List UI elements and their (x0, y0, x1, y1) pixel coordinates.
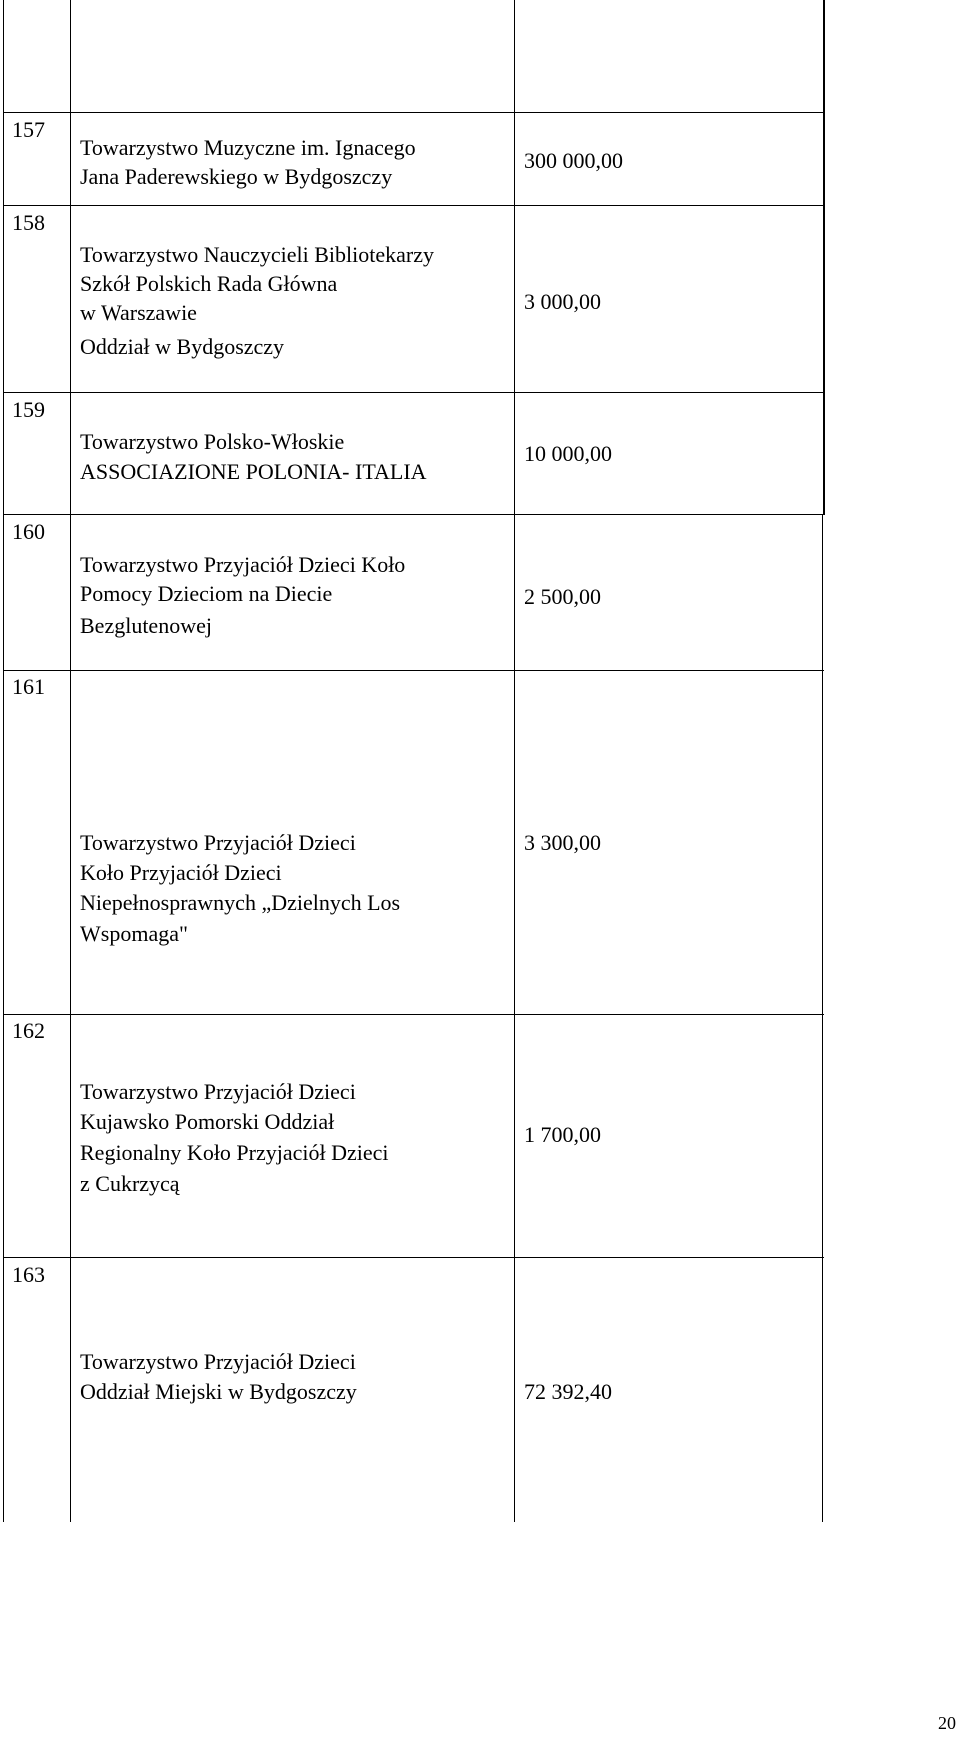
row-number: 162 (12, 1018, 45, 1043)
table-column-divider-1 (70, 0, 71, 1522)
organization-name-line: Regionalny Koło Przyjaciół Dzieci (80, 1140, 389, 1165)
row-divider-161 (3, 670, 824, 671)
organization-name-line: Szkół Polskich Rada Główna (80, 271, 338, 296)
row-divider-160 (3, 514, 824, 515)
organization-name-line: Towarzystwo Nauczycieli Bibliotekarzy (80, 242, 434, 267)
amount-value: 10 000,00 (524, 441, 612, 466)
table-border-right-lower (822, 515, 823, 1522)
row-divider-163 (3, 1257, 824, 1258)
row-number: 157 (12, 117, 45, 142)
organization-name-line: Towarzystwo Przyjaciół Dzieci (80, 1079, 356, 1104)
amount-value: 72 392,40 (524, 1379, 612, 1404)
table-column-divider-2 (514, 0, 515, 1522)
page-number: 20 (938, 1713, 956, 1733)
amount-value: 2 500,00 (524, 584, 601, 609)
organization-name-line: Pomocy Dzieciom na Diecie (80, 581, 333, 606)
row-number: 161 (12, 674, 45, 699)
organization-name-line: Kujawsko Pomorski Oddział (80, 1109, 335, 1134)
row-number: 160 (12, 519, 45, 544)
organization-name-line: Jana Paderewskiego w Bydgoszczy (80, 164, 393, 189)
amount-value: 1 700,00 (524, 1122, 601, 1147)
organization-name-line: Bezglutenowej (80, 613, 212, 638)
organization-name-line: Towarzystwo Polsko-Włoskie (80, 429, 345, 454)
organization-name-line: Oddział Miejski w Bydgoszczy (80, 1379, 357, 1404)
row-divider-162 (3, 1014, 824, 1015)
row-divider-159 (3, 392, 824, 393)
organization-name-line: Towarzystwo Muzyczne im. Ignacego (80, 135, 416, 160)
organization-name-line: Towarzystwo Przyjaciół Dzieci Koło (80, 552, 406, 577)
row-divider-158 (3, 205, 824, 206)
amount-value: 3 000,00 (524, 289, 601, 314)
organization-name-line: w Warszawie (80, 300, 197, 325)
row-divider-157 (3, 112, 824, 113)
organization-name-line: Towarzystwo Przyjaciół Dzieci (80, 1349, 356, 1374)
organization-name-line: Towarzystwo Przyjaciół Dzieci (80, 830, 356, 855)
row-number: 159 (12, 397, 45, 422)
row-number: 158 (12, 210, 45, 235)
amount-value: 300 000,00 (524, 148, 623, 173)
organization-name-line: Niepełnosprawnych „Dzielnych Los (80, 890, 401, 915)
organization-name-line: z Cukrzycą (80, 1171, 180, 1196)
organization-name-line: Koło Przyjaciół Dzieci (80, 860, 282, 885)
table-border-left (3, 0, 4, 1522)
amount-value: 3 300,00 (524, 830, 601, 855)
organization-name-line: Oddział w Bydgoszczy (80, 334, 285, 359)
organization-name-line: ASSOCIAZIONE POLONIA- ITALIA (80, 459, 427, 484)
table-border-right (823, 0, 825, 515)
row-number: 163 (12, 1262, 45, 1287)
organization-name-line: Wspomaga" (80, 921, 188, 946)
